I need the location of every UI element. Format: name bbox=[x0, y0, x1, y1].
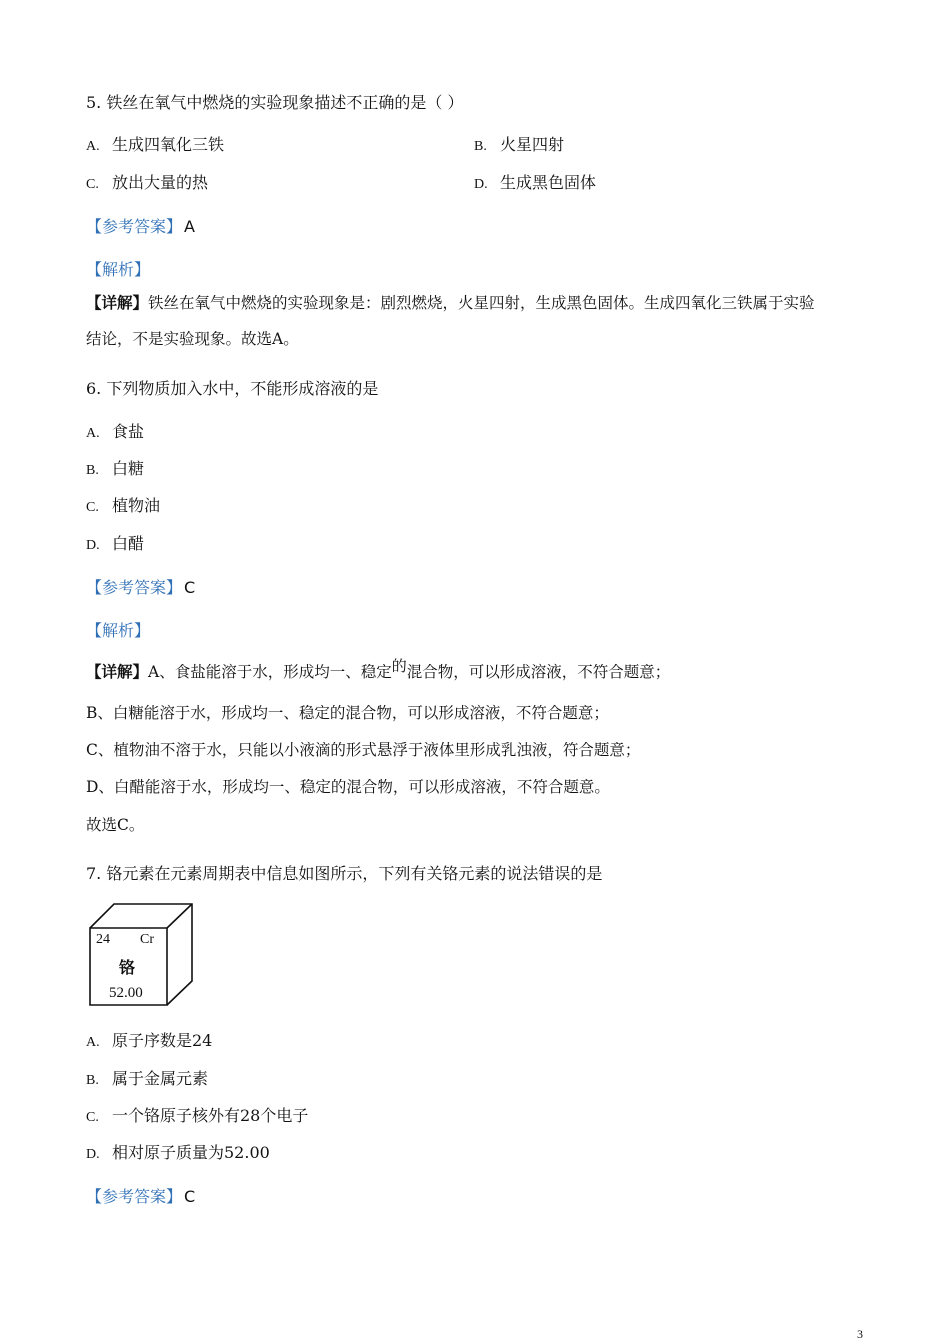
q5-option-a bbox=[86, 132, 224, 155]
option-text: 白醋 bbox=[112, 534, 145, 553]
q6-conclusion: 故选C。 bbox=[86, 816, 145, 834]
option-letter: B. bbox=[474, 139, 487, 154]
option-text: 生成四氧化三铁 bbox=[112, 135, 225, 154]
answer-label: 【参考答案】 bbox=[86, 578, 183, 597]
detail-raised-char: 的 bbox=[391, 657, 407, 675]
q6-option-c bbox=[86, 493, 160, 516]
option-letter: B. bbox=[86, 463, 99, 478]
option-text: 一个铬原子核外有28个电子 bbox=[112, 1106, 309, 1125]
option-letter: A. bbox=[86, 426, 100, 441]
q6-detail-d: D、白醋能溶于水，形成均一、稳定的混合物，可以形成溶液，不符合题意。 bbox=[86, 778, 610, 796]
q6-detail-a bbox=[86, 657, 671, 681]
q5-answer bbox=[86, 214, 195, 237]
answer-label: 【参考答案】 bbox=[86, 217, 183, 236]
answer-label: 【参考答案】 bbox=[86, 1187, 183, 1206]
q5-detail-line1 bbox=[86, 295, 815, 312]
option-letter: A. bbox=[86, 139, 100, 154]
q7-option-b bbox=[86, 1066, 208, 1089]
q5-stem: 5. 铁丝在氧气中燃烧的实验现象描述不正确的是（ ） bbox=[86, 93, 464, 112]
answer-value: C bbox=[184, 578, 196, 597]
detail-label: 【详解】 bbox=[86, 662, 149, 681]
option-text: 放出大量的热 bbox=[112, 173, 209, 192]
element-cell-figure bbox=[88, 903, 196, 1007]
page-number: 3 bbox=[857, 1327, 863, 1341]
element-name: 铬 bbox=[119, 958, 136, 977]
q6-detail-b: B、白糖能溶于水，形成均一、稳定的混合物，可以形成溶液，不符合题意； bbox=[86, 704, 609, 722]
q7-option-a bbox=[86, 1028, 212, 1051]
q6-analysis-label: 【解析】 bbox=[86, 621, 151, 640]
option-text: 食盐 bbox=[112, 422, 145, 441]
option-text: 火星四射 bbox=[500, 135, 565, 154]
q6-option-d bbox=[86, 531, 144, 554]
option-text: 相对原子质量为52.00 bbox=[112, 1143, 270, 1162]
option-text: 白糖 bbox=[112, 459, 145, 478]
element-symbol: Cr bbox=[140, 932, 154, 947]
q6-option-a bbox=[86, 419, 144, 442]
option-text: 生成黑色固体 bbox=[500, 173, 597, 192]
element-mass: 52.00 bbox=[109, 985, 143, 1001]
detail-label: 【详解】 bbox=[86, 293, 149, 312]
option-letter: D. bbox=[86, 538, 100, 553]
q7-answer bbox=[86, 1184, 195, 1207]
option-text: 属于金属元素 bbox=[112, 1069, 209, 1088]
q5-option-d bbox=[474, 170, 596, 193]
q6-detail-c: C、植物油不溶于水，只能以小液滴的形式悬浮于液体里形成乳浊液，符合题意； bbox=[86, 741, 641, 759]
q7-stem: 7. 铬元素在元素周期表中信息如图所示，下列有关铬元素的说法错误的是 bbox=[86, 864, 603, 883]
element-number: 24 bbox=[96, 932, 110, 947]
answer-value: A bbox=[184, 217, 195, 236]
detail-text: A、食盐能溶于水，形成均一、稳定 bbox=[148, 663, 392, 681]
option-letter: C. bbox=[86, 1110, 99, 1125]
option-text: 植物油 bbox=[112, 496, 161, 515]
detail-text: 铁丝在氧气中燃烧的实验现象是：剧烈燃烧，火星四射，生成黑色固体。生成四氧化三铁属于实验 bbox=[148, 294, 815, 312]
q5-option-b bbox=[474, 132, 564, 155]
option-letter: B. bbox=[86, 1073, 99, 1088]
q5-detail-line2: 结论，不是实验现象。故选A。 bbox=[86, 330, 299, 348]
detail-text: 混合物，可以形成溶液，不符合题意； bbox=[406, 663, 671, 681]
option-letter: D. bbox=[86, 1147, 100, 1162]
option-letter: D. bbox=[474, 177, 488, 192]
q6-answer bbox=[86, 575, 195, 598]
answer-value: C bbox=[184, 1187, 196, 1206]
q5-analysis-label: 【解析】 bbox=[86, 260, 151, 279]
q6-option-b bbox=[86, 456, 144, 479]
option-letter: A. bbox=[86, 1035, 100, 1050]
q5-option-c bbox=[86, 170, 208, 193]
q7-option-d bbox=[86, 1140, 270, 1163]
option-text: 原子序数是24 bbox=[112, 1031, 213, 1050]
option-letter: C. bbox=[86, 500, 99, 515]
option-letter: C. bbox=[86, 177, 99, 192]
q6-stem: 6. 下列物质加入水中，不能形成溶液的是 bbox=[86, 379, 379, 398]
q7-option-c bbox=[86, 1103, 308, 1126]
